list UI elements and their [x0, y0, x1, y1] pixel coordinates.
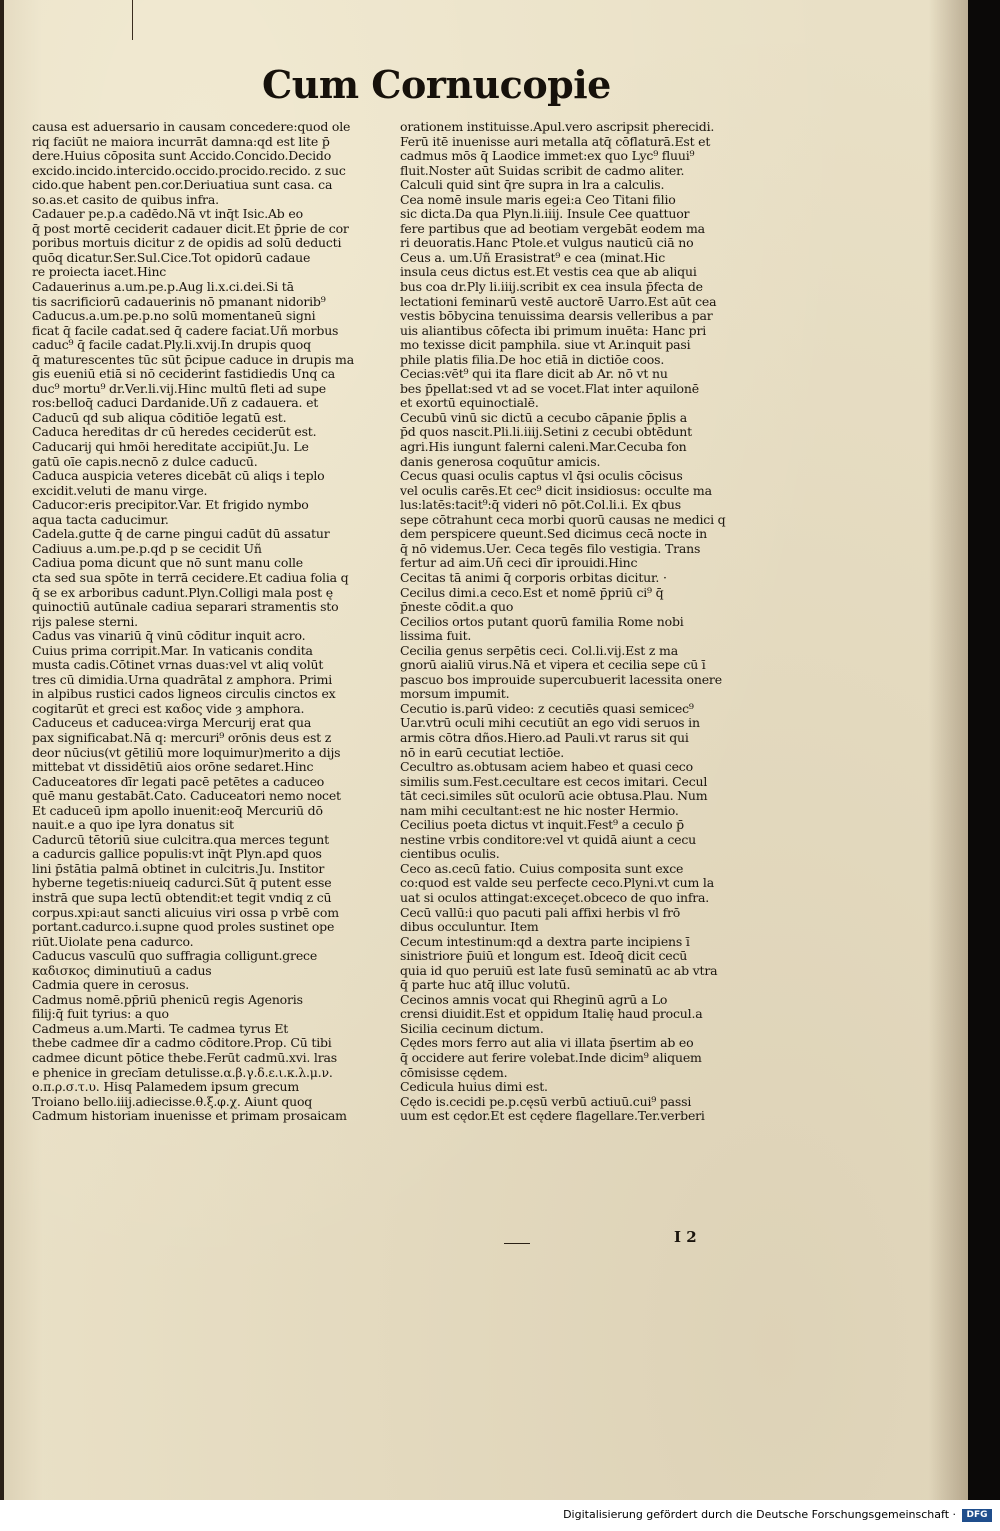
text-line: hyberne tegetis:niueiq cadurci.Sūt q̄ putent esse	[32, 876, 332, 891]
text-line: riūt.Uiolate pena cadurco.	[32, 934, 194, 949]
text-line: gnorū aialiū virus.Nā et vipera et cecilia sepe cū ī	[400, 658, 706, 673]
text-line: fere partibus que ad beotiam vergebāt eodem ma	[400, 221, 705, 236]
text-line: Calculi quid sint q̄re supra in lra a calculis.	[400, 178, 665, 193]
text-line: corpus.xpi:aut sancti alicuius viri ossa p vrbē com	[32, 905, 339, 920]
text-line: Caducor:eris precipitor.Var. Et frigido nymbo	[32, 498, 309, 513]
text-line: lissima fuit.	[400, 629, 472, 644]
text-line: dem perspicere queunt.Sed dicimus cecā nocte in	[400, 527, 707, 542]
text-line: cadmee dicunt pōtice thebe.Ferūt cadmū.xvi. lras	[32, 1051, 337, 1065]
text-line: cōmisisse cędem.	[400, 1065, 508, 1080]
text-line: sepe cōtrahunt ceca morbi quorū causas ne medici q	[400, 512, 726, 527]
text-line: bus coa dr.Ply li.iiij.scribit ex cea insula p̄fecta de	[400, 280, 703, 295]
text-line: nam mihi cecultant:est ne hic noster Hermio.	[400, 803, 679, 818]
text-line: in alpibus rustici cados ligneos circulis cinctos ex	[32, 687, 336, 702]
text-line: mittebat vt dissidētiū aios orōne sedaret.Hinc	[32, 760, 314, 775]
text-line: aqua tacta caducimur.	[32, 512, 169, 527]
text-line: similis sum.Fest.cecultare est cecos imitari. Cecul	[400, 774, 708, 789]
text-line: cientibus oculis.	[400, 847, 500, 862]
text-line: portant.cadurco.i.supne quod proles sustinet ope	[32, 920, 335, 935]
text-line: Cecubū vinū sic dictū a cecubo cāpanie p̄plis a	[400, 410, 687, 425]
text-line: Cadela.gutte q̄ de carne pingui cadūt dū assatur	[32, 527, 330, 542]
text-line: Troiano bello.iiij.adiecisse.θ.ξ.φ.χ. Aiunt quoq	[32, 1094, 313, 1109]
text-line: Caducarij qui hmōi hereditate accipiūt.Ju. Le	[32, 440, 309, 455]
text-line: vestis bōbycina tenuissima dearsis velleribus a par	[400, 309, 713, 324]
text-line: filij:q̄ fuit tyrius: a quo	[32, 1007, 169, 1022]
text-line: uis aliantibus cōfecta ibi primum inuēta: Hanc pri	[400, 323, 707, 338]
text-line: dibus occuluntur. Item	[400, 920, 539, 935]
text-line: Caduca auspicia veteres dicebāt cū aliqs i teplo	[32, 469, 325, 484]
text-line: καδισκος diminutiuū a cadus	[32, 963, 212, 978]
text-line: uum est cędor.Et est cędere flagellare.Ter.verberi	[400, 1109, 705, 1124]
text-line: quē manu gestabāt.Cato. Caduceatori nemo nocet	[32, 789, 341, 804]
text-line: bes p̄pellat:sed vt ad se vocet.Flat inter aquilonē	[400, 381, 699, 396]
text-line: Cecū vallū:i quo pacuti pali affixi herbis vl frō	[400, 905, 681, 920]
text-line: Cędo is.cecidi pe.p.cęsū verbū actiuū.cui⁹ passi	[400, 1094, 692, 1109]
text-line: q̄ occidere aut ferire volebat.Inde dicim⁹ aliquem	[400, 1051, 702, 1065]
text-line: duc⁹ mortu⁹ dr.Ver.li.vij.Hinc multū fleti ad supe	[32, 381, 326, 396]
text-line: tres cū dimidia.Urna quadrātal z amphora. Primi	[32, 672, 333, 687]
text-line: ri deuoratis.Hanc Ptole.et vulgus nauticū ciā no	[400, 236, 694, 251]
text-line: Cadiuus a.um.pe.p.qd p se cecidit Uñ	[32, 541, 262, 556]
text-line: so.as.et casito de quibus infra.	[32, 192, 219, 207]
dfg-logo: DFG	[962, 1509, 992, 1522]
text-line: deor nūcius(vt gētiliū more loquimur)merito a dijs	[32, 745, 341, 760]
running-header: Cum Cornucopie	[262, 62, 611, 107]
text-line: tis sacrificiorū cadauerinis nō pmanant nidorib⁹	[32, 294, 326, 309]
footer-credit: Digitalisierung gefördert durch die Deutsche Forschungsgemeinschaft ·	[563, 1508, 956, 1521]
gutter-shadow	[928, 0, 968, 1500]
text-line: sic dicta.Da qua Plyn.li.iiij. Insule Cee quattuor	[400, 207, 690, 222]
text-line: pascuo bos improuide supercubuerit lacessita onere	[400, 672, 722, 687]
text-line: cido.que habent pen.cor.Deriuatiua sunt casa. ca	[32, 178, 333, 193]
text-line: uat si oculos attingat:exceçet.obceco de quo infra.	[400, 890, 710, 905]
text-line: musta cadis.Cōtinet vrnas duas:vel vt aliq volūt	[32, 658, 324, 673]
text-line: Cuius prima corripit.Mar. In vaticanis condita	[32, 643, 313, 658]
text-line: cadmus mōs q̄ Laodice immet:ex quo Lyc⁹ fluui⁹	[400, 149, 695, 164]
text-line: ros:belloq̄ caduci Dardanide.Uñ z cadauera. et	[32, 396, 319, 411]
text-line: mo texisse dicit pamphila. siue vt Ar.inquit pasi	[400, 338, 691, 353]
text-line: p̄neste cōdit.a quo	[400, 600, 514, 615]
text-line: Caducus vasculū quo suffragia colligunt.grece	[32, 949, 318, 964]
text-line: fluit.Noster aūt Suidas scribit de cadmo aliter.	[400, 163, 685, 178]
text-line: danis generosa coquūtur amicis.	[400, 454, 601, 469]
text-line: agri.His iungunt falerni caleni.Mar.Cecuba fon	[400, 440, 687, 455]
text-line: re proiecta iacet.Hinc	[32, 265, 167, 280]
text-line: Cadmeus a.um.Marti. Te cadmea tyrus Et	[32, 1021, 289, 1036]
text-line: q̄ se ex arboribus cadunt.Plyn.Colligi mala post ę	[32, 585, 333, 600]
text-line: excido.incido.intercido.occido.procido.recido. z suc	[32, 163, 346, 178]
text-line: morsum impumit.	[400, 687, 510, 702]
text-line: Uar.vtrū oculi mihi cecutiūt an ego vidi seruos in	[400, 716, 700, 731]
text-line: Cędes mors ferro aut alia vi illata p̄sertim ab eo	[400, 1036, 694, 1051]
text-line: cogitarūt et greci est καδος vide ȝ amphora.	[32, 701, 305, 716]
text-line: Cecilius poeta dictus vt inquit.Fest⁹ a ceculo p̄	[400, 818, 684, 833]
text-line: orationem instituisse.Apul.vero ascripsit pherecidi.	[400, 120, 715, 134]
text-line: Cadmus nomē.pp̄riū phenicū regis Agenoris	[32, 992, 303, 1007]
text-line: p̄d quos nascit.Pli.li.iiij.Setini z cecubi obtēdunt	[400, 425, 692, 440]
text-line: Cecultro as.obtusam aciem habeo et quasi ceco	[400, 760, 693, 775]
text-line: Caduca hereditas dr cū heredes ceciderūt est.	[32, 425, 317, 440]
text-line: Cecum intestinum:qd a dextra parte incipiens ī	[400, 934, 690, 949]
text-line: Cadurcū tētoriū siue culcitra.qua merces tegunt	[32, 832, 329, 847]
text-line: armis cōtra dños.Hiero.ad Pauli.vt rarus sit qui	[400, 730, 689, 745]
text-line: Caducus.a.um.pe.p.no solū momentaneū signi	[32, 309, 316, 324]
text-line: Sicilia cecinum dictum.	[400, 1021, 544, 1036]
text-line: sinistriore p̄uiū et longum est. Ideoq̄ dicit cecū	[400, 949, 688, 964]
text-line: rijs palese sterni.	[32, 614, 138, 629]
text-line: Cecus quasi oculis captus vl q̄si oculis cōcisus	[400, 469, 683, 484]
text-line: Cecilios ortos putant quorū familia Rome nobi	[400, 614, 684, 629]
digitization-footer	[0, 1500, 1000, 1531]
text-line: Ceco as.cecū fatio. Cuius composita sunt exce	[400, 861, 684, 876]
text-line: pax significabat.Nā q: mercuri⁹ orōnis deus est z	[32, 730, 332, 745]
text-line: Ferū itē inuenisse auri metalla atq̄ cōflaturā.Est et	[400, 134, 711, 149]
text-line: causa est aduersario in causam concedere:quod ole	[32, 120, 351, 134]
text-line: Cedicula huius dimi est.	[400, 1080, 548, 1095]
text-line: Cadauer pe.p.a cadēdo.Nā vt inq̄t Isic.Ab eo	[32, 207, 303, 222]
right-column	[400, 120, 748, 1124]
text-line: lus:latēs:tacit⁹:q̄ videri nō pōt.Col.li.i. Ex qbus	[400, 498, 681, 513]
text-line: crensi diuidit.Est et oppidum Italię haud procul.a	[400, 1007, 703, 1022]
book-page	[4, 0, 968, 1500]
text-line: Caduceatores dīr legati pacē petētes a caduceo	[32, 774, 325, 789]
text-line: nestine vrbis conditore:vel vt quidā aiunt a cecu	[400, 832, 697, 847]
text-line: ο.π.ρ.σ.τ.υ. Hisq Palamedem ipsum grecum	[32, 1080, 300, 1095]
text-line: Cadauerinus a.um.pe.p.Aug li.x.ci.dei.Si tā	[32, 280, 294, 295]
text-line: insula ceus dictus est.Et vestis cea que ab aliqui	[400, 265, 697, 280]
text-line: quinoctiū autūnale cadiua separari stramentis sto	[32, 600, 339, 615]
text-line: excidit.veluti de manu virge.	[32, 483, 208, 498]
text-line: q̄ parte huc atq̄ illuc volutū.	[400, 978, 571, 993]
text-line: Caduceus et caducea:virga Mercurij erat qua	[32, 716, 312, 731]
text-line: Cadiua poma dicunt que nō sunt manu colle	[32, 556, 303, 571]
text-line: quia id quo peruiū est late fusū seminatū ac ab vtra	[400, 963, 718, 978]
text-line: Cadus vas vinariū q̄ vinū cōditur inquit acro.	[32, 629, 306, 644]
text-line: vel oculis carēs.Et cec⁹ dicit insidiosus: occulte ma	[400, 483, 712, 498]
text-line: Cecutio is.parū video: z cecutiēs quasi semicec⁹	[400, 701, 694, 716]
text-line: q̄ nō videmus.Uer. Ceca tegēs filo vestigia. Trans	[400, 541, 701, 556]
text-line: gatū oīe capis.necnō z dulce caducū.	[32, 454, 258, 469]
text-line: quōq dicatur.Ser.Sul.Cice.Tot opidorū cadaue	[32, 250, 311, 265]
text-line: fertur ad aim.Uñ ceci dīr iprouidi.Hinc	[400, 556, 638, 571]
text-line: a cadurcis gallice populis:vt inq̄t Plyn.apd quos	[32, 847, 322, 862]
text-line: Cecitas tā animi q̄ corporis orbitas dicitur. ·	[400, 570, 667, 585]
text-line: co:quod est valde seu perfecte ceco.Plyni.vt cum la	[400, 876, 714, 891]
text-line: lini p̄stātia palmā obtinet in culcitris.Ju. Institor	[32, 861, 325, 876]
text-line: tāt ceci.similes sūt oculorū acie obtusa.Plau. Num	[400, 789, 708, 804]
text-line: lectationi feminarū vestē auctorē Uarro.Est aūt cea	[400, 294, 717, 309]
text-line: Ceus a. um.Uñ Erasistrat⁹ e cea (minat.Hic	[400, 250, 665, 265]
text-line: Cadmia quere in cerosus.	[32, 978, 190, 993]
text-line: q̄ maturescentes tūc sūt p̄cipue caduce in drupis ma	[32, 352, 354, 367]
text-line: e phenice in grecīam detulisse.α.β.γ.δ.ε.ι.κ.λ.μ.ν.	[32, 1065, 333, 1080]
text-line: nauit.e a quo ipe lyra donatus sit	[32, 818, 234, 833]
text-line: phile platis filia.De hoc etiā in dictiōe coos.	[400, 352, 665, 367]
text-line: Cecinos amnis vocat qui Rheginū agrū a Lo	[400, 992, 668, 1007]
text-line: Et caduceū ipm apollo inuenit:eoq̄ Mercuriū dō	[32, 803, 323, 818]
text-line: ficat q̄ facile cadat.sed q̄ cadere faciat.Uñ morbus	[32, 323, 339, 338]
text-line: nō in earū cecutiat lectiōe.	[400, 745, 565, 760]
text-line: caduc⁹ q̄ facile cadat.Ply.li.xvij.In drupis quoq	[32, 338, 311, 353]
catchword-rule	[504, 1243, 530, 1244]
signature-mark: I 2	[674, 1228, 697, 1246]
text-line: q̄ post mortē ceciderit cadauer dicit.Et p̄prie de cor	[32, 221, 349, 236]
text-line: cta sed sua spōte in terrā cecidere.Et cadiua folia q	[32, 570, 349, 585]
margin-mark	[132, 0, 133, 40]
text-line: Cecilus dimi.a ceco.Est et nomē p̄priū ci⁹ q̄	[400, 585, 664, 600]
text-line: dere.Huius cōposita sunt Accido.Concido.Decido	[32, 149, 332, 164]
text-line: gis eueniū etiā si nō ceciderint fastidiedis Unq ca	[32, 367, 336, 382]
text-line: Cea nomē insule maris egei:a Ceo Titani filio	[400, 192, 676, 207]
text-line: poribus mortuis dicitur z de opidis ad solū deducti	[32, 236, 342, 251]
text-line: instrā que supa lectū obtendit:et tegit vndiq z cū	[32, 890, 332, 905]
text-line: riq faciūt ne maiora incurrāt damna:qd est lite p̄	[32, 134, 330, 149]
text-line: Cadmum historiam inuenisse et primam prosaicam	[32, 1109, 347, 1124]
left-column	[32, 120, 384, 1124]
text-line: thebe cadmee dīr a cadmo cōditore.Prop. Cū tibi	[32, 1036, 332, 1051]
text-line: Cecilia genus serpētis ceci. Col.li.vij.Est z ma	[400, 643, 678, 658]
text-line: Caducū qd sub aliqua cōditiōe legatū est.	[32, 410, 287, 425]
text-line: Cecias:vēt⁹ qui ita flare dicit ab Ar. nō vt nu	[400, 367, 668, 382]
text-line: et exortū equinoctialē.	[400, 396, 539, 411]
